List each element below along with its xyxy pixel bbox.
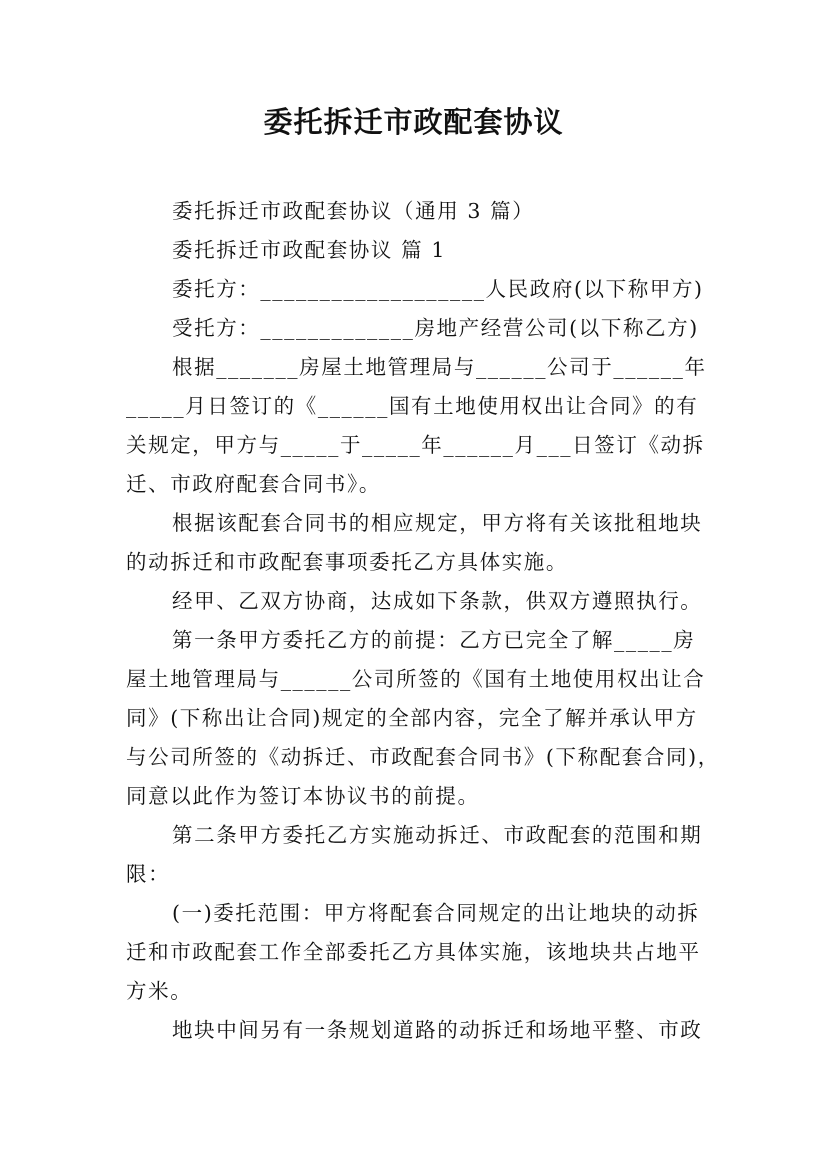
text-line: 同意以此作为签订本协议书的前提。 [126, 784, 480, 808]
text-line: 迁和市政配套工作全部委托乙方具体实施，该地块共占地平 [126, 940, 701, 964]
text-line: 迁、市政府配套合同书》。 [126, 472, 381, 496]
text-line: 第二条甲方委托乙方实施动拆迁、市政配套的范围和期 [172, 823, 703, 847]
text-line: 地块中间另有一条规划道路的动拆迁和场地平整、市政 [172, 1018, 703, 1042]
text-line: 委托方：___________________人民政府(以下称甲方) [172, 277, 704, 301]
text-line: 根据_______房屋土地管理局与______公司于______年 [172, 355, 707, 379]
text-line: 同》(下称出让合同)规定的全部内容，完全了解并承认甲方 [126, 706, 698, 730]
text-line: 根据该配套合同书的相应规定，甲方将有关该批租地块 [172, 511, 703, 535]
text-line: 屋土地管理局与______公司所签的《国有土地使用权出让合 [126, 667, 706, 691]
text-line: 关规定，甲方与_____于_____年______月___日签订《动拆 [126, 433, 705, 457]
document-title: 委托拆迁市政配套协议 [263, 105, 564, 139]
text-line: 经甲、乙双方协商，达成如下条款，供双方遵照执行。 [172, 589, 703, 613]
text-line: 第一条甲方委托乙方的前提：乙方已完全了解_____房 [172, 628, 696, 652]
text-line: _____月日签订的《______国有土地使用权出让合同》的有 [126, 394, 699, 418]
text-line: 与公司所签的《动拆迁、市政配套合同书》(下称配套合同)， [126, 745, 720, 769]
text-line: 委托拆迁市政配套协议 篇 1 [172, 238, 446, 262]
text-line: (一)委托范围：甲方将配套合同规定的出让地块的动拆 [172, 901, 700, 925]
text-line: 受托方：_____________房地产经营公司(以下称乙方) [172, 316, 699, 340]
text-line: 委托拆迁市政配套协议（通用 3 篇） [172, 199, 535, 223]
text-line: 的动拆迁和市政配套事项委托乙方具体实施。 [126, 550, 568, 574]
text-line: 方米。 [126, 979, 193, 1003]
text-line: 限： [126, 862, 171, 886]
